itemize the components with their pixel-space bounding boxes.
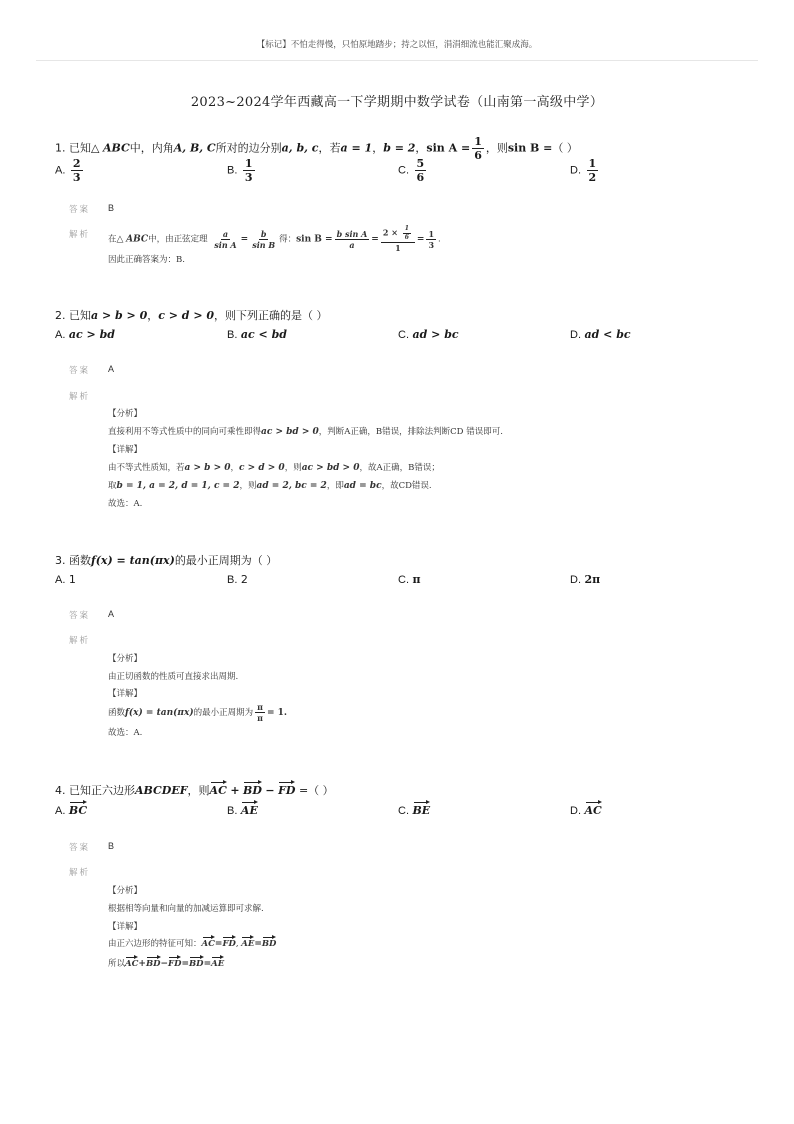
option-label: A.: [55, 805, 66, 817]
fraction-denominator: sin B: [252, 239, 276, 250]
analysis-equals: =: [203, 959, 212, 969]
analysis-label: 解析: [69, 392, 91, 402]
q1-text: ，: [415, 141, 427, 155]
fraction-numerator: 1: [474, 135, 482, 148]
fraction-numerator: 1: [244, 157, 253, 170]
q4-text: 4. 已知正六边形: [55, 784, 135, 797]
q1-text: ，则: [485, 141, 508, 155]
q2-text: ，: [147, 309, 159, 322]
q4-plus: +: [230, 784, 240, 797]
analysis-vector: AE: [241, 935, 254, 949]
q2-cond-2: c > d > 0: [158, 309, 215, 322]
fraction-denominator: 3: [428, 239, 435, 250]
q2-analysis-line-1: [108, 425, 503, 437]
q2-answer: A: [108, 364, 115, 374]
q2-text: ，则下列正确的是（ ）: [214, 309, 328, 322]
analysis-text: ，则: [284, 463, 302, 473]
analysis-equals: =: [240, 234, 249, 245]
option-label: D.: [570, 805, 581, 817]
analysis-equals: =: [416, 234, 425, 245]
fraction-denominator: 2: [588, 171, 597, 184]
analysis-abc: ABC: [126, 234, 149, 245]
option-text: 2: [240, 573, 248, 586]
fraction-denominator: sin A: [214, 239, 237, 250]
q4-option-a[interactable]: [55, 800, 87, 817]
q3-option-d[interactable]: [570, 573, 600, 586]
fraction-numerator: 1: [404, 225, 409, 232]
question-1-stem: [55, 136, 578, 161]
q1-text: ，: [372, 141, 384, 155]
q4-hexagon: ABCDEF: [135, 784, 188, 797]
q1-sides: a, b, c: [281, 141, 319, 155]
option-label: C.: [398, 164, 409, 177]
analysis-text: 取: [108, 481, 117, 491]
q4-text: =（ ）: [298, 784, 334, 797]
option-text: 2π: [584, 573, 601, 586]
q2-option-c[interactable]: [398, 328, 459, 341]
q2-option-b[interactable]: [227, 328, 287, 341]
header-divider: [36, 60, 758, 61]
option-vector: AC: [585, 800, 602, 817]
option-label: B.: [227, 574, 238, 586]
analysis-text: ，: [230, 463, 240, 473]
analysis-text: 由不等式性质知，若: [108, 463, 185, 473]
fraction-numerator: 5: [416, 157, 425, 170]
option-label: B.: [227, 329, 238, 341]
header-motto: 【标记】不怕走得慢，只怕原地踏步；持之以恒，涓涓细流也能汇聚成海。: [256, 40, 538, 50]
analysis-math: f(x) = tan(πx): [125, 708, 194, 718]
analysis-equals: =: [254, 939, 262, 949]
q1-cond-a: a = 1: [340, 141, 373, 155]
analysis-text: 得：: [279, 234, 297, 245]
option-label: C.: [398, 329, 409, 341]
option-vector: AE: [241, 800, 258, 817]
q2-option-d[interactable]: [570, 328, 631, 341]
q4-option-c[interactable]: [398, 800, 430, 817]
analysis-vector: AC: [125, 955, 138, 969]
answer-label: 答案: [69, 366, 91, 376]
q2-text: 2. 已知: [55, 309, 91, 322]
analysis-section-xiangjie: 【详解】: [108, 922, 143, 932]
q2-analysis-line-3: [108, 479, 432, 491]
option-label: D.: [570, 329, 581, 341]
q1-text: ，若: [318, 141, 341, 155]
fraction-numerator: b sin A: [336, 228, 368, 239]
q1-sinA: sin A =: [426, 141, 471, 155]
q2-analysis-line-4: 故选：A.: [108, 499, 143, 509]
analysis-label: 解析: [69, 636, 91, 646]
answer-blank: （ ）: [552, 141, 578, 155]
option-text: ad < bc: [584, 328, 631, 341]
option-vector: BC: [69, 800, 87, 817]
option-text: 1: [68, 573, 76, 586]
q3-option-b[interactable]: [227, 573, 248, 586]
q4-text: ，则: [187, 784, 210, 797]
q1-triangle: △: [91, 141, 100, 155]
option-label: B.: [227, 164, 238, 177]
analysis-text: ，即: [326, 481, 344, 491]
q3-analysis-line-2: [108, 703, 287, 722]
q4-analysis-line-3: [108, 955, 224, 969]
fraction-numerator: π: [257, 702, 263, 712]
option-text: ac < bd: [240, 328, 287, 341]
analysis-text: 由正六边形的特征可知：: [108, 939, 202, 949]
option-label: A.: [55, 164, 66, 177]
analysis-triangle: △: [116, 234, 124, 245]
q3-option-a[interactable]: [55, 573, 76, 586]
analysis-vector: BD: [189, 955, 204, 969]
q3-text: 3. 函数: [55, 554, 91, 567]
q1-option-a[interactable]: [55, 158, 85, 183]
fraction-numerator: 2: [72, 157, 81, 170]
analysis-vector: BD: [146, 955, 161, 969]
analysis-text: 中，由正弦定理: [148, 234, 208, 245]
q4-option-d[interactable]: [570, 800, 602, 817]
q1-answer: B: [108, 203, 115, 213]
fraction-numerator: b: [260, 228, 267, 239]
q1-sinA-fraction: [472, 136, 484, 161]
analysis-math: b = 1, a = 2, d = 1, c = 2: [116, 481, 240, 491]
analysis-math: = 1.: [266, 708, 288, 718]
fraction-numerator: 2 ×: [382, 227, 398, 238]
analysis-text: ,: [235, 939, 239, 949]
q2-analysis-line-2: [108, 461, 440, 473]
analysis-text: ，判断A正确，B错误，排除法判断CD 错误即可.: [318, 427, 503, 437]
fraction-denominator: 6: [416, 171, 425, 184]
q1-angles: A, B, C: [173, 141, 216, 155]
analysis-text: ，故A正确，B错误；: [359, 463, 440, 473]
fraction-denominator: 1: [395, 243, 401, 253]
analysis-text: 的最小正周期为: [193, 708, 254, 718]
analysis-label: 解析: [69, 868, 91, 878]
question-2-stem: [55, 307, 328, 323]
q4-vector: BD: [243, 780, 262, 797]
analysis-text: 函数: [108, 708, 126, 718]
answer-label: 答案: [69, 205, 91, 215]
fraction-denominator: 6: [404, 234, 409, 241]
analysis-vector: BD: [262, 935, 277, 949]
q4-vector: FD: [278, 780, 295, 797]
fraction-numerator: a: [222, 228, 229, 239]
option-label: A.: [55, 574, 66, 586]
option-vector: BE: [413, 800, 431, 817]
q1-sinB: sin B =: [507, 141, 553, 155]
option-label: C.: [398, 574, 409, 586]
fraction-denominator: a: [349, 239, 355, 250]
fraction-denominator: π: [257, 713, 263, 723]
option-text: π: [412, 573, 421, 586]
q1-option-c[interactable]: [398, 158, 428, 183]
analysis-sinB: sin B =: [296, 234, 333, 245]
q1-cond-b: b = 2: [383, 141, 416, 155]
fraction-denominator: 3: [244, 171, 253, 184]
q3-option-c[interactable]: [398, 573, 421, 586]
q4-analysis-line-1: 根据相等向量和向量的加减运算即可求解.: [108, 904, 264, 914]
q3-analysis-line-3: 故选：A.: [108, 728, 143, 738]
q1-text: 所对的边分别: [215, 141, 282, 155]
q3-answer: A: [108, 609, 115, 619]
q1-option-d[interactable]: [570, 158, 600, 183]
analysis-math: a > b > 0: [184, 463, 231, 473]
analysis-math: ad = bc: [343, 481, 382, 491]
analysis-plus: +: [138, 959, 146, 969]
q4-vector: AC: [210, 780, 227, 797]
q3-text: 的最小正周期为（ ）: [174, 554, 278, 567]
analysis-math: ad = 2, bc = 2: [256, 481, 327, 491]
answer-label: 答案: [69, 843, 91, 853]
q1-analysis-line-2: 因此正确答案为：B.: [108, 255, 185, 265]
option-label: D.: [570, 574, 581, 586]
analysis-text: 所以: [108, 959, 126, 969]
analysis-text: ，故CD错误.: [381, 481, 432, 491]
analysis-section-xiangjie: 【详解】: [108, 445, 143, 455]
q1-analysis-line-1: [108, 226, 441, 252]
analysis-text: ，则: [239, 481, 257, 491]
analysis-equals: =: [181, 959, 189, 969]
analysis-section-fenxi: 【分析】: [108, 409, 143, 419]
analysis-text: .: [438, 234, 441, 245]
option-label: C.: [398, 805, 409, 817]
analysis-vector: AC: [202, 935, 215, 949]
q4-minus: −: [265, 784, 275, 797]
analysis-vector: FD: [168, 955, 181, 969]
analysis-text: 在: [108, 234, 117, 245]
q1-option-b[interactable]: [227, 158, 257, 183]
q4-analysis-line-2: [108, 935, 276, 949]
analysis-text: 直接利用不等式性质中的同向可乘性即得: [108, 427, 262, 437]
option-label: B.: [227, 805, 238, 817]
question-3-stem: [55, 552, 277, 568]
analysis-vector: FD: [222, 935, 235, 949]
analysis-vector: AE: [211, 955, 224, 969]
analysis-section-fenxi: 【分析】: [108, 654, 143, 664]
analysis-math: c > d > 0: [239, 463, 285, 473]
analysis-section-xiangjie: 【详解】: [108, 689, 143, 699]
q2-option-a[interactable]: [55, 328, 115, 341]
analysis-equals: =: [214, 939, 223, 949]
option-text: ac > bd: [68, 328, 115, 341]
q4-option-b[interactable]: [227, 800, 258, 817]
analysis-math: ac > bd > 0: [261, 427, 319, 437]
analysis-label: 解析: [69, 230, 91, 240]
fraction-numerator: 1: [428, 228, 435, 239]
analysis-equals: =: [371, 234, 379, 245]
fraction-denominator: 6: [474, 149, 482, 162]
q3-function: f(x) = tan(πx): [91, 554, 175, 567]
option-text: ad > bc: [412, 328, 459, 341]
q3-analysis-line-1: 由正切函数的性质可直接求出周期.: [108, 672, 239, 682]
option-label: D.: [570, 164, 581, 177]
q1-text: 中，内角: [129, 141, 174, 155]
q1-abc: ABC: [102, 141, 130, 155]
fraction-denominator: 3: [72, 171, 81, 184]
q2-cond-1: a > b > 0: [91, 309, 148, 322]
analysis-math: ac > bd > 0: [301, 463, 360, 473]
q1-text: 1. 已知: [55, 141, 91, 155]
fraction-numerator: 1: [588, 157, 597, 170]
answer-label: 答案: [69, 611, 91, 621]
option-label: A.: [55, 329, 66, 341]
analysis-minus: −: [160, 959, 169, 969]
q4-answer: B: [108, 841, 115, 851]
page-title: 2023~2024学年西藏高一下学期期中数学试卷（山南第一高级中学）: [190, 95, 604, 110]
question-4-stem: [55, 780, 334, 798]
analysis-section-fenxi: 【分析】: [108, 886, 143, 896]
